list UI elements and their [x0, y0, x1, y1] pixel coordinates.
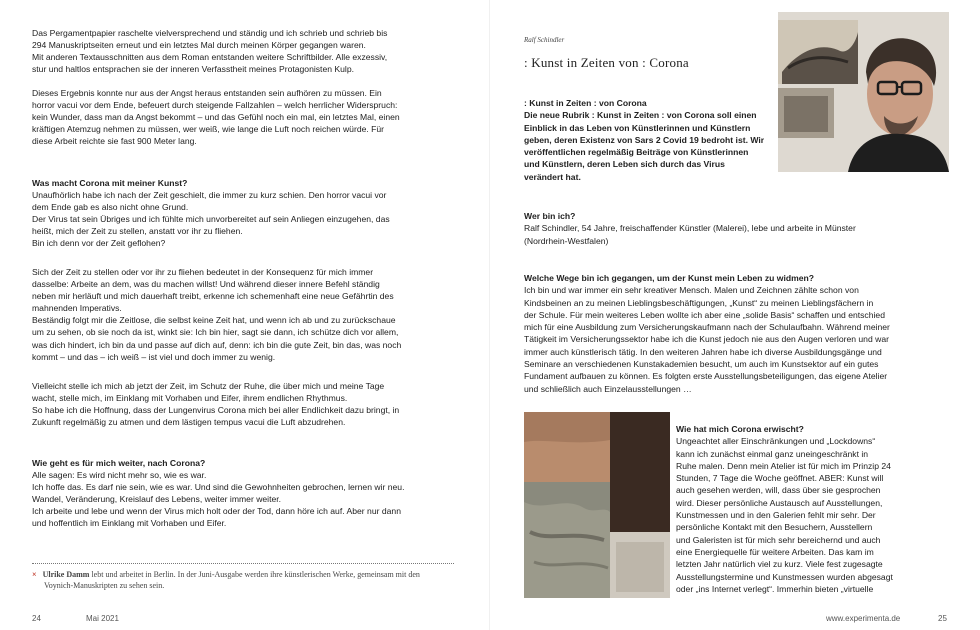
- page-number: 24: [32, 614, 41, 623]
- text-line: verändert hat.: [524, 171, 581, 182]
- text-line: und Künstlern, deren Leben sich durch das Virus: [524, 159, 725, 170]
- text-line: Ruhe malen. Denn mein Atelier ist für mich im Prinzip 24: [676, 460, 891, 471]
- result-paragraph: [32, 87, 462, 147]
- text-line: persönliche Kontakt mit den Besuchern, Ausstellern: [676, 522, 873, 533]
- text-line: horror vacui vor dem Ende, befeuert durch steigende Fallzahlen – welch herrlicher Widerspruch:: [32, 100, 398, 111]
- who-section: [524, 210, 944, 247]
- hope-paragraph: [32, 380, 462, 428]
- text-line: heißt, mich der Zeit zu stellen, anstatt vor ihr zu fliehen.: [32, 226, 243, 237]
- text-line: Wandel, Veränderung, Kreislauf des Lebens, weiter immer weiter.: [32, 494, 282, 505]
- text-line: auch gesehen werden, will, dass über sie gesprochen: [676, 485, 881, 496]
- text-line: kommt – und das – ich weiß – ist viel und doch immer zu wenig.: [32, 351, 276, 362]
- text-line: Alle sagen: Es wird nicht mehr so, wie es war.: [32, 470, 207, 481]
- text-line: diese Arbeit reichte sie fast 900 Meter lang.: [32, 136, 197, 147]
- section-heading: Wie hat mich Corona erwischt?: [676, 424, 804, 434]
- text-line: stur und haltlos entsprachen sie der inneren Verfasstheit meines Protagonisten Kulp.: [32, 64, 354, 75]
- text-line: Einblick in das Leben von Künstlerinnen und Künstlern: [524, 122, 751, 133]
- text-line: Unaufhörlich habe ich nach der Zeit geschielt, die immer zu kurz schien. Den horror vacui vor: [32, 190, 387, 201]
- text-line: (Nordrhein-Westfalen): [524, 235, 609, 246]
- text-line: kräftigen Atemzug nehmen zu müssen, wer weiß, wie lange die Luft noch reichen würde. Für: [32, 124, 385, 135]
- footnote-text: Voynich-Manuskripten zu sehen sein.: [44, 580, 165, 590]
- text-line: Fundament aufbauen zu können. Es folgten erste Ausstellungsbeteiligungen, das eigene Atelier: [524, 371, 888, 382]
- text-line: Zukunft regelmäßig zu atmen und dem lästigen tempus vacui die Luft abzudrehen.: [32, 417, 346, 428]
- question-corona-art: [32, 177, 462, 250]
- text-line: Ausstellungstermine und Kunstmessen wurden abgesagt: [676, 571, 893, 582]
- section-heading: Wie geht es für mich weiter, nach Corona?: [32, 458, 206, 468]
- text-line: Ungeachtet aller Einschränkungen und „Lockdowns“: [676, 436, 876, 447]
- footnote: [32, 570, 472, 591]
- page-number: 25: [938, 614, 947, 623]
- intro-title: : Kunst in Zeiten : von Corona: [524, 98, 647, 108]
- section-heading: Welche Wege bin ich gegangen, um der Kunst mein Leben zu widmen?: [524, 273, 814, 283]
- text-line: Seminare an verschiedenen Kunstakademien besucht, um auch im Kunstsektor auf ein gutes: [524, 359, 879, 370]
- text-line: mahnenden Imperativs.: [32, 303, 122, 314]
- footnote-divider: [32, 563, 454, 564]
- text-line: Der Virus tat sein Übriges und ich fühlte mich unvorbereitet auf sein Anliegen einzugehen, das: [32, 214, 390, 225]
- text-line: So habe ich die Hoffnung, dass der Lungenvirus Corona mich bei aller Endlichkeit dazu bringt, in: [32, 405, 400, 416]
- question-after-corona: [32, 457, 462, 530]
- text-line: wacht, stelle mich, im Einklang mit Vorhaben und Eifer, ihrem endlichen Rhythmus.: [32, 393, 348, 404]
- ways-section: [524, 272, 944, 395]
- text-line: um zu sehen, ob sie noch da ist, winkt sie: Ich bin hier, sagt sie dann, ich schütze dich vor allem,: [32, 327, 399, 338]
- text-line: der Schule. Für mein weiteres Leben wollte ich aber eine „solide Basis“ schaffen und entschied: [524, 309, 885, 320]
- text-line: Mit anderen Textausschnitten aus dem Roman entstanden weitere Schriftbilder. Alle exzessiv,: [32, 52, 388, 63]
- text-line: 294 Manuskriptseiten erneut und ein letztes Mal durch meinen Körper gegangen waren.: [32, 40, 366, 51]
- corona-section: [676, 423, 946, 595]
- text-line: immer auch künstlerisch tätig. In den weiteren Jahren habe ich diverse Ausbildungsgänge und: [524, 346, 882, 357]
- text-line: wird. Dieser persönliche Austausch auf Ausstellungen,: [676, 497, 883, 508]
- intro-box: [524, 97, 944, 183]
- text-line: Kindsbeinen an zu meinen Lieblingsbeschäftigungen, „Kunst“ zu meinen Lieblingsfächern in: [524, 297, 874, 308]
- text-line: Ich arbeite und lebe und wenn der Virus mich holt oder der Tod, dann höre ich auf. Aber nur dann: [32, 506, 401, 517]
- text-line: Vielleicht stelle ich mich ab jetzt der Zeit, im Schutz der Ruhe, die über mich und meine Tage: [32, 381, 385, 391]
- text-line: Bin ich denn vor der Zeit geflohen?: [32, 238, 166, 249]
- text-line: geben, deren Existenz von Sars 2 Covid 19 bedroht ist. Wir: [524, 134, 765, 145]
- text-line: oder „ins Internet verlegt“. Immerhin bieten „virtuelle: [676, 583, 874, 594]
- time-paragraph: [32, 266, 462, 363]
- footnote-text: lebt und arbeitet in Berlin. In der Juni-Ausgabe werden ihre künstlerischen Werke, gemeinsam mit den: [89, 570, 420, 579]
- text-line: Ich hoffe das. Es darf nie sein, wie es war. Und sind die Gewohnheiten gebrochen, lernen wir neu.: [32, 482, 405, 493]
- painting-image: [524, 412, 670, 598]
- intro-paragraph: [32, 27, 462, 75]
- section-heading: Was macht Corona mit meiner Kunst?: [32, 178, 188, 188]
- text-line: Sich der Zeit zu stellen oder vor ihr zu fliehen bedeutet in der Konsequenz für mich immer: [32, 267, 374, 277]
- footnote-marker-icon: ×: [32, 570, 37, 579]
- text-line: dasselbe: Arbeite an dem, was du machen willst! Und während dieser innere Befehl ständig: [32, 279, 380, 290]
- text-line: mich für eine Ausbildung zum Versicherungskaufmann nach der Schulaufbahn. Während meiner: [524, 322, 890, 333]
- text-line: Ralf Schindler, 54 Jahre, freischaffender Künstler (Malerei), lebe und arbeite in Münster: [524, 223, 856, 234]
- text-line: Ich bin und war immer ein sehr kreativer Mensch. Malen und Zeichnen zählte schon von: [524, 285, 859, 296]
- text-line: kein Wunder, dass man da Angst bekommt – und das Gefühl noch ein mal, ein letztes Mal, einen: [32, 112, 400, 123]
- text-line: veröffentlichen regelmäßig Beiträge von Künstlerinnen: [524, 147, 749, 158]
- text-line: Das Pergamentpapier raschelte vielversprechend und ständig und ich schrieb und schrieb bis: [32, 28, 388, 38]
- text-line: dem Ende gab es also nicht ohne Grund.: [32, 202, 189, 213]
- website-link[interactable]: www.experimenta.de: [826, 614, 901, 623]
- artwork-image: [524, 412, 670, 598]
- text-line: Die neue Rubrik : Kunst in Zeiten : von Corona soll einen: [524, 110, 757, 121]
- text-line: was dich hindert, ich bin da und passe auf dich auf, denn: ich bin die gute Zeit, bin das, was noch: [32, 339, 402, 350]
- text-line: und schließlich auch Einzelausstellungen …: [524, 383, 692, 394]
- article-headline: : Kunst in Zeiten von : Corona: [524, 55, 689, 70]
- issue-date: Mai 2021: [86, 614, 119, 623]
- section-heading: Wer bin ich?: [524, 211, 576, 221]
- text-line: letzten Jahr natürlich viel zu kurz. Viele fest zugesagte: [676, 559, 883, 570]
- text-line: Beständig folgt mir die Zeitlose, die selbst keine Zeit hat, und wenn ich ab und zu zurückschaue: [32, 315, 396, 326]
- text-line: Tätigkeit im Versicherungssektor habe ich die Kunst jedoch nie aus den Augen verloren und war: [524, 334, 889, 345]
- text-line: und hoffentlich im Einklang mit Vorhaben und Eifer.: [32, 518, 227, 529]
- text-line: Kunstmessen und in den Galerien fehlt mir sehr. Der: [676, 510, 876, 521]
- text-line: Dieses Ergebnis konnte nur aus der Angst heraus entstanden sein aufhören zu müssen. Ein: [32, 88, 382, 98]
- text-line: und Galeristen ist für mich sehr bereichernd und auch: [676, 534, 881, 545]
- text-line: kann ich zunächst einmal ganz uneingeschränkt in: [676, 448, 869, 459]
- text-line: eine Energiequelle für weitere Arbeiten. Das kam im: [676, 546, 874, 557]
- text-line: Stunden, 7 Tage die Woche geöffnet. ABER: Kunst will: [676, 473, 884, 484]
- text-line: neben mir herläuft und mich dauerhaft treibt, erkenne ich schemenhaft eine neue Gefährtin des: [32, 291, 394, 302]
- author-name: Ralf Schindler: [524, 36, 565, 44]
- footnote-author: Ulrike Damm: [42, 570, 90, 579]
